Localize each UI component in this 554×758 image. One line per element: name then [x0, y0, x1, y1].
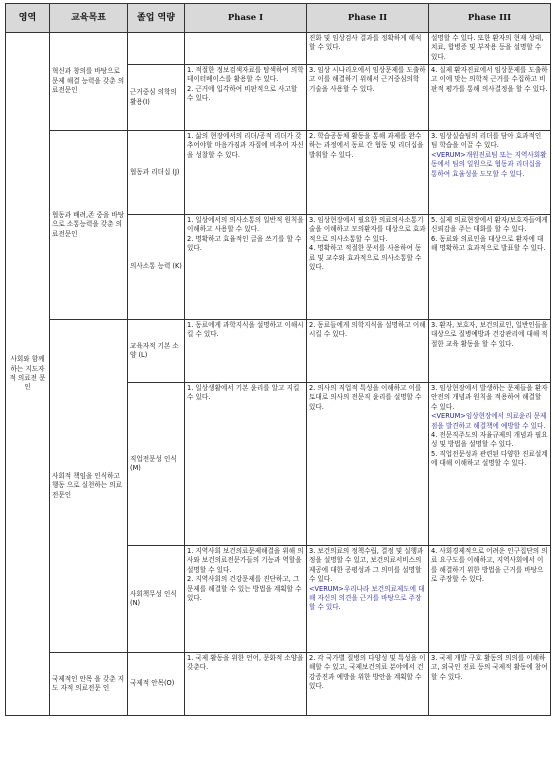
cell-paragraph: 1. 일상에서의 의사소통의 일반적 원칙을 이해하고 사용할 수 있다.: [187, 216, 304, 234]
cell-paragraph: 4. 사회경제적으로 어려운 인구집단의 의료 요구도를 이해하고, 지역사회에서 이를 해결하기 위한 방법을 근거를 바탕으로 주장할 수 있다.: [431, 547, 548, 584]
competency-cell: 교육자적 기본 소양 (L): [128, 320, 185, 383]
phase3-cell: [429, 131, 551, 215]
phase2-cell: [307, 33, 429, 65]
header-domain: 영역: [6, 4, 50, 33]
phase1-cell: [185, 65, 307, 131]
phase2-cell: [307, 215, 429, 320]
goal-cell: 국제적인 안목 을 갖춘 지도 자적 의료전문 인: [50, 653, 128, 716]
cell-paragraph: 1. 적절한 정보검색자료를 탐색하여 의학 데이터베이스를 활용할 수 있다.: [187, 66, 304, 84]
cell-paragraph: 3. 임상실습팀의 리더를 담아 효과적인 팀 학습을 이끌 수 있다.: [431, 132, 542, 150]
cell-paragraph: 3. 임상 시나리오에서 임상문제를 도출하고 이를 해결하기 위해서 근거중심의학 기술을 사용할 수 있다.: [309, 66, 426, 93]
cell-paragraph: <VERUM>임상현장에서 의료윤리 문제점을 발견하고 해결책에 예방할 수 있다.: [431, 412, 547, 430]
goal-cell: 혁신과 창의를 바탕으로 문제 해결 능력을 갖춘 의료전문인: [50, 33, 128, 131]
curriculum-table: [5, 3, 551, 716]
cell-paragraph: 5. 실제 의료현장에서 환자/보호자들에게 신뢰감을 주는 대화를 할 수 있다.: [431, 216, 548, 234]
phase3-cell: [429, 33, 551, 65]
cell-paragraph: <VERUM>우리나라 보건의료제도에 대해 자신의 의견을 근거를 바탕으로 주장할 수 있다.: [309, 584, 425, 612]
cell-paragraph: 3. 임상현장에서 발생하는 문제들을 환자안전의 개념과 원칙을 적용하여 해결할 수 있다.: [431, 384, 548, 411]
phase1-cell: [185, 546, 307, 653]
cell-paragraph: 1. 국제 활동을 위한 언어, 문화적 소양을 갖춘다.: [187, 654, 304, 672]
phase2-cell: [307, 546, 429, 653]
cell-paragraph: 2. 각 국가별 질병의 다양성 및 특성을 이해할 수 있고, 국제보건의료 분야에서 건강증진과 예방을 위한 방안을 계획할 수 있다.: [309, 654, 426, 691]
header-phase-3: Phase III: [429, 4, 551, 33]
cell-paragraph: 6. 동료와 의료인을 대상으로 환자에 대해 명확하고 효과적으로 발표할 수 있다.: [431, 234, 546, 253]
header-row: [6, 4, 551, 33]
competency-cell: 국제적 안목(O): [128, 653, 185, 716]
cell-paragraph: 설명할 수 있다. 또한 환자의 현재 상태, 치료, 합병증 및 부작용 등을 설명할 수 있다.: [431, 34, 544, 61]
competency-cell: 직업전문성 인식 (M): [128, 383, 185, 546]
header-phase-1: Phase I: [185, 4, 307, 33]
competency-cell: 사회책무성 인식 (N): [128, 546, 185, 653]
cell-paragraph: 2. 의사의 직업적 특성을 이해하고 이를 토대로 의사의 전문직 윤리를 설명할 수 있다.: [309, 384, 422, 411]
competency-cell: 근거중심 의학의 활용(I): [128, 65, 185, 131]
domain-cell: 사회와 함께 하는 지도자 적 의료전 문인: [6, 33, 50, 716]
phase2-cell: [307, 320, 429, 383]
phase3-cell: [429, 546, 551, 653]
cell-paragraph: 2. 명확하고 효율적인 글을 쓰기를 할 수 있다.: [187, 234, 302, 253]
phase3-cell: [429, 653, 551, 716]
cell-paragraph: 2. 동료들에게 의학지식을 설명하고 이해시킬 수 있다.: [309, 321, 426, 339]
cell-paragraph: 진화 및 임상검사 결과를 정확하게 해석할 수 있다.: [309, 34, 422, 52]
competency-cell: [128, 33, 185, 65]
cell-paragraph: 1. 지역사회 보건의료문제해결을 위해 의사와 보건의료전문가들의 기능과 역할을 설명할 수 있다.: [187, 547, 304, 574]
cell-paragraph: <VERUM>개원진료팀 또는 지역사회활동에서 팀의 일원으로 협동과 리더십을 통하여 효율성을 도모할 수 있다.: [431, 150, 547, 178]
phase1-cell: [185, 653, 307, 716]
table-row: [6, 653, 551, 716]
cell-paragraph: 3. 국제 개발 구호 활동의 의의를 이해하고, 외국인 진료 등의 국제적 활동에 참여할 수 있다.: [431, 654, 548, 681]
goal-cell: 협동과 배려,존 중을 바탕으로 소통능력을 갖춘 의료전문인: [50, 131, 128, 320]
phase1-cell: [185, 383, 307, 546]
cell-paragraph: 2. 근거에 입각하여 비판적으로 사고할 수 있다.: [187, 84, 298, 103]
phase1-cell: [185, 320, 307, 383]
goal-cell: 사회적 책임을 인식하고 행동 으로 실천하는 의료전문인: [50, 320, 128, 653]
cell-paragraph: 3. 임상현장에서 필요한 의료의사소통기술을 이해하고 모의환자를 대상으로 효과적으로 의사소통할 수 있다.: [309, 216, 426, 243]
phase2-cell: [307, 383, 429, 546]
cell-paragraph: 2. 학습공동체 활동을 통해 과제를 완수하는 과정에서 동료 간 협동 및 리더십을 발휘할 수 있다.: [309, 132, 424, 159]
table-row: [6, 131, 551, 215]
table-row: [6, 320, 551, 383]
phase1-cell: [185, 215, 307, 320]
phase1-cell: [185, 33, 307, 65]
cell-paragraph: 3. 보건의료의 정책수립, 결정 및 실행과정을 설명할 수 있고, 보건의료서비스의 제공에 대한 공평성과 그 의미를 설명할 수 있다.: [309, 547, 424, 584]
cell-paragraph: 1. 삶의 현장에서의 리더/공적 리더가 갖추어야할 마음가짐과 자질에 비추어 자신을 성찰할 수 있다.: [187, 132, 304, 159]
cell-paragraph: 1. 일상생활에서 기본 윤리를 알고 지킬 수 있다.: [187, 384, 300, 402]
phase3-cell: [429, 383, 551, 546]
phase3-cell: [429, 320, 551, 383]
competency-cell: 협동과 리더십 (J): [128, 131, 185, 215]
cell-paragraph: 2. 지역사회의 건강문제를 진단하고, 그 문제를 해결할 수 있는 방법을 계획할 수 있다.: [187, 575, 302, 603]
header-competency: 졸업 역량: [128, 4, 185, 33]
cell-paragraph: 1. 동료에게 과학지식을 설명하고 이해시킬 수 있다.: [187, 321, 304, 339]
header-phase-2: Phase II: [307, 4, 429, 33]
header-goal: 교육목표: [50, 4, 128, 33]
phase2-cell: [307, 653, 429, 716]
cell-paragraph: 5. 직업전문성과 관련된 다양한 진료설계에 대해 이해하고 설명할 수 있다.: [431, 449, 548, 468]
cell-paragraph: 4. 전문직주도의 자율규제의 개념과 필요성 및 방법을 설명할 수 있다.: [431, 431, 548, 449]
table-row: [6, 33, 551, 65]
phase2-cell: [307, 131, 429, 215]
cell-paragraph: 4. 실제 환자진료에서 임상문제를 도출하고 이에 맞는 의학적 근거를 수집하고 비판적 평가를 통해 의사결정을 할 수 있다.: [431, 66, 548, 93]
phase1-cell: [185, 131, 307, 215]
cell-paragraph: 4. 명확하고 적절한 문서를 사용하여 동료 및 교수와 효과적으로 의사소통할 수 있다.: [309, 244, 422, 272]
phase3-cell: [429, 65, 551, 131]
phase3-cell: [429, 215, 551, 320]
phase2-cell: [307, 65, 429, 131]
cell-paragraph: 3. 환자, 보호자, 보건의료인, 일반인들을 대상으로 질병예방과 건강관리에 대해 적절한 교육 활동을 할 수 있다.: [431, 321, 548, 348]
competency-cell: 의사소통 능력 (K): [128, 215, 185, 320]
